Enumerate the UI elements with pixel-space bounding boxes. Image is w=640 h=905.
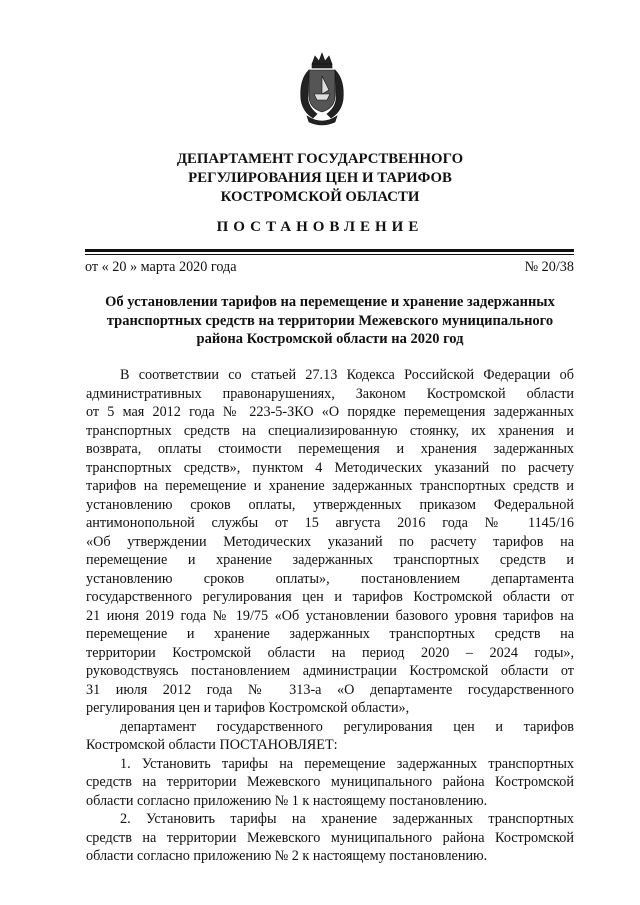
- department-name-line: РЕГУЛИРОВАНИЯ ЦЕН И ТАРИФОВ: [188, 170, 452, 186]
- body-line: 21 июня 2019 года № 19/75 «Об установлении базового уровня тарифов на: [86, 607, 574, 624]
- header-divider-thick: [85, 249, 574, 252]
- document-title: [80, 293, 580, 349]
- title-line: транспортных средств на территории Межевского муниципального: [106, 312, 554, 329]
- title-line: Об установлении тарифов на перемещение и хранение задержанных: [105, 294, 555, 310]
- body-line: от 5 мая 2012 года № 223-5-ЗКО «О порядке перемещения задержанных: [86, 404, 574, 420]
- coat-of-arms-emblem: [295, 50, 349, 126]
- body-line: «Об утверждении Методических указаний по расчету тарифов на: [86, 533, 574, 550]
- header-divider-thin: [85, 254, 574, 255]
- body-line: тарифов на перемещение и хранение задержанных транспортных средств и: [86, 478, 574, 494]
- body-line: департамент государственного регулирования цен и тарифов: [120, 718, 574, 735]
- body-line: регулирования цен и тарифов Костромской области»,: [86, 700, 410, 716]
- body-line: 2. Установить тарифы на хранение задержанных транспортных: [120, 811, 574, 827]
- body-line: возврата, оплаты стоимости перемещения и хранения задержанных: [86, 441, 574, 457]
- body-line: средств на территории Межевского муниципального района Костромской: [86, 774, 574, 790]
- document-body: [86, 366, 574, 866]
- body-line: транспортных средств на специализированную стоянку, их хранения и: [86, 422, 574, 439]
- date-number-row: [85, 259, 574, 276]
- body-line: антимонопольной службы от 15 августа 2016 года № 1145/16: [86, 515, 574, 531]
- document-number: № 20/38: [524, 259, 574, 275]
- body-line: В соответствии со статьей 27.13 Кодекса Российской Федерации об: [120, 367, 574, 383]
- body-line: средств на территории Межевского муниципального района Костромской: [86, 829, 574, 846]
- body-line: административных правонарушениях, Законом Костромской области: [86, 385, 574, 402]
- body-line: государственного регулирования цен и тарифов Костромской области от: [86, 589, 574, 605]
- body-line: 1. Установить тарифы на перемещение задержанных транспортных: [120, 755, 574, 772]
- body-line: области согласно приложению № 2 к настоящему постановлению.: [86, 848, 488, 864]
- body-line: перемещение и хранение задержанных транспортных средств на: [86, 626, 574, 642]
- department-name: [80, 150, 560, 207]
- body-line: установлению сроков оплаты, утвержденных приказом Федеральной: [86, 496, 574, 513]
- body-line: территории Костромской области на период 2020 – 2024 годы»,: [86, 644, 574, 661]
- body-line: 31 июля 2012 года № 313-а «О департаменте государственного: [86, 681, 574, 698]
- body-line: Костромской области ПОСТАНОВЛЯЕТ:: [86, 737, 338, 753]
- body-line: области согласно приложению № 1 к настоящему постановлению.: [86, 792, 488, 809]
- body-line: руководствуясь постановлением администрации Костромской области от: [86, 663, 574, 679]
- body-line: установлению сроков оплаты», постановлением департамента: [86, 570, 574, 587]
- body-line: перемещение и хранение задержанных транспортных средств и: [86, 552, 574, 568]
- title-line: района Костромской области на 2020 год: [196, 331, 464, 347]
- department-name-line: КОСТРОМСКОЙ ОБЛАСТИ: [220, 189, 420, 205]
- body-line: транспортных средств», пунктом 4 Методических указаний по расчету: [86, 459, 574, 476]
- department-name-line: ДЕПАРТАМЕНТ ГОСУДАРСТВЕННОГО: [176, 151, 464, 167]
- document-type-heading: ПОСТАНОВЛЕНИЕ: [216, 219, 424, 235]
- document-date: от « 20 » марта 2020 года: [85, 259, 237, 275]
